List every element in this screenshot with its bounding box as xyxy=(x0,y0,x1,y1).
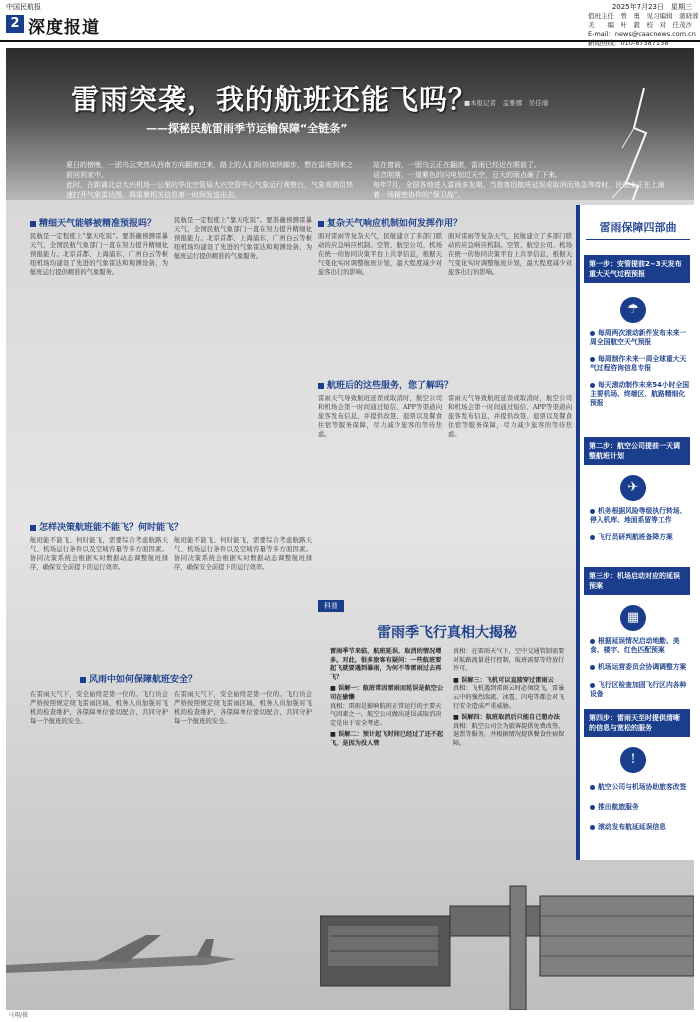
article-column xyxy=(30,690,168,920)
body-text: 航班能不能飞、何时能飞，需要综合考虑航路天气、机场运行条件以及空域容量等多方面因素。协同决策系统会根据实时数据动态调整航班排序，确保安全前提下的运行效率。 xyxy=(30,537,168,571)
truth-3: 真相：飞机遇到雷雨云时必须绕飞，雷暴云中的强烈湍流、冰雹、闪电等都会对飞行安全造成严重威胁。 xyxy=(453,685,565,710)
body-text: 航班能不能飞、何时能飞，需要综合考虑航路天气、机场运行条件以及空域容量等多方面因素。协同决策系统会根据实时数据动态调整航班排序，确保安全前提下的运行效率。 xyxy=(174,537,312,571)
science-body xyxy=(330,648,568,749)
article-column xyxy=(318,394,442,590)
misconception-3: ■ 误解三：飞机可以直接穿过雷雨云 xyxy=(453,676,554,684)
airplane-icon: ✈ xyxy=(620,475,646,501)
body-text: 在雷雨天气下，安全始终是第一位的。飞行员会严格按照规定绕飞雷雨区域，机务人员加强对飞机的检查维护，各保障单位密切配合，共同守护每一个航班的安全。 xyxy=(174,691,312,725)
lead-text: 每年7月，全国各地进入雷雨多发期。当旅客因航班延误或取消而焦急等待时，民航业正在上演着一场精密协作的“保卫战”。 xyxy=(373,181,665,199)
sidebar-list-item: 根据延误情况启动地勤、美食、楼宇、红色匹配预案 xyxy=(590,637,680,654)
article-column xyxy=(448,394,572,590)
bullet-icon xyxy=(590,509,595,514)
sidebar-list-item: 推出航旅服务 xyxy=(590,803,690,812)
bullet-icon xyxy=(590,825,595,830)
section-heading-5: 风雨中如何保障航班安全？ xyxy=(80,672,197,685)
article-column xyxy=(174,216,312,514)
science-label: 科普 xyxy=(318,600,344,612)
misconception-4: ■ 误解四：航班取消后只能自己想办法 xyxy=(453,714,560,722)
photo-credit: 马翔/摄 xyxy=(8,1012,29,1019)
body-text: 面对雷雨等复杂天气，民航建立了多部门联动的应急响应机制。空管、航空公司、机场在统一的协同决策平台上共享信息，根据天气变化实时调整航班计划，最大程度减少对旅客出行的影响。 xyxy=(448,233,572,276)
bullet-icon xyxy=(590,535,595,540)
article-column xyxy=(30,536,168,666)
body-text: 雷雨天气导致航班延误或取消时，航空公司和机场会第一时间通过短信、APP等渠道向旅客发布信息，并提供改签、退票以及餐食住宿等服务保障，尽力减少旅客的等待焦虑。 xyxy=(318,395,442,438)
sidebar-list-item: 每周两次滚动新件发布未来一周全国航空天气预报 xyxy=(590,329,687,346)
subheadline: ——探秘民航雷雨季节运输保障“全链条” xyxy=(146,122,348,135)
sidebar-list-item: 每周制作未来一周全球重大天气过程咨询信息专报 xyxy=(590,355,687,372)
sidebar-list-item: 飞行区检查加固飞行区内各种设备 xyxy=(590,681,687,698)
misconception-2: ■ 误解二：预计起飞时间已经过了还不起飞，是因为没人管 xyxy=(330,731,444,747)
bullet-icon xyxy=(590,383,595,388)
lead-text: 话音刚落，一道紫色的闪电划过天空，豆大的雨点砸了下来。 xyxy=(373,171,562,179)
hero-banner xyxy=(6,48,694,200)
sidebar-list-item: 机务根据风险等级执行转场、停入机库、地面系留等工作 xyxy=(590,507,687,524)
article-column xyxy=(174,690,312,920)
staff-line-2: 美 编 叶 毅 校 对 任茂沙 xyxy=(588,21,692,29)
step-3-box: 第三步：机场启动对应的延误预案 xyxy=(584,567,690,595)
sidebar-infographic xyxy=(576,205,694,860)
lead-text: 夏日的傍晚，一团乌云突然从西南方向翻滚过来，路上的人们纷纷加快脚步，想在雷雨到来之前回到家中。 xyxy=(66,161,353,179)
paper-name: 中国民航报 xyxy=(6,3,41,11)
article-column xyxy=(318,232,442,372)
step-4-box: 第四步：雷雨天至时提供清晰的信息与宽松的服务 xyxy=(584,709,690,737)
body-text: 面对雷雨等复杂天气，民航建立了多部门联动的应急响应机制。空管、航空公司、机场在统一的协同决策平台上共享信息，根据天气变化实时调整航班计划，最大程度减少对旅客出行的影响。 xyxy=(318,233,442,276)
body-text: 民航是一定程度上“靠天吃饭”。要准确预测雷暴天气，全国民航气象部门一直在努力提升精细化预报能力。北京首都、上海浦东、广州白云等枢纽机场均建设了先进的气象雷达和观测设备，为航班运行提供精准的气象服务。 xyxy=(30,233,168,276)
bullet-icon xyxy=(590,357,595,362)
truth-2: 真相：在雷雨天气下，空中交通管制需要对航路流量进行控制，航班需要等待放行许可。 xyxy=(453,648,565,673)
sidebar-list-item: 机场运营委员会协调调整方案 xyxy=(590,663,690,672)
article-column xyxy=(30,232,168,514)
body-text: 在雷雨天气下，安全始终是第一位的。飞行员会严格按照规定绕飞雷雨区域，机务人员加强对飞机的检查维护，各保障单位密切配合，共同守护每一个航班的安全。 xyxy=(30,691,168,725)
body-text: 雷雨天气导致航班延误或取消时，航空公司和机场会第一时间通过短信、APP等渠道向旅客发布信息，并提供改签、退票以及餐食住宿等服务保障，尽力减少旅客的等待焦虑。 xyxy=(448,395,572,438)
section-heading-3: 怎样决策航班能不能飞？何时能飞？ xyxy=(30,520,183,533)
sidebar-list-item: 滚动发布航延延误信息 xyxy=(590,823,690,832)
step-1-box: 第一步：安管提前2~3天发布重大天气过程预报 xyxy=(584,255,690,283)
sidebar-accent-bar xyxy=(576,205,580,860)
lead-paragraph xyxy=(66,160,666,200)
lead-text: 此时，在距离北京大兴机场一公里的华北空管局大兴空管中心气象运行观察台，气象观测员快速打开气象雷达图，将雷暴相关信息第一时间发送出去。 xyxy=(66,181,353,199)
truth-4: 真相：航空公司会为旅客提供免费改签、退票等服务，并根据情况提供餐食住宿保障。 xyxy=(453,722,565,747)
truth-1: 真相：雷雨是影响航班正常运行的主要天气因素之一，航空公司做出延误或取消决定是出于安全考虑。 xyxy=(330,702,442,727)
calendar-icon: ▦ xyxy=(620,605,646,631)
cloud-rain-icon: ☂ xyxy=(620,297,646,323)
bullet-icon xyxy=(590,785,595,790)
science-title: 雷雨季飞行真相大揭秘 xyxy=(377,625,517,641)
sidebar-list-item: 每天滚动制作未来54小时全国主要机场、终端区、航路精细化预报 xyxy=(590,381,690,407)
page-number: 2 xyxy=(6,15,24,33)
bullet-icon xyxy=(590,331,595,336)
headline: 雷雨突袭，我的航班还能飞吗？ xyxy=(71,83,478,116)
staff-email: E-mail：news@caacnews.com.cn xyxy=(588,30,696,38)
article-column xyxy=(448,232,572,372)
masthead xyxy=(0,0,700,47)
sidebar-title: 雷雨保障四部曲 xyxy=(586,219,690,240)
section-heading-2: 复杂天气响应机制如何发挥作用？ xyxy=(318,216,462,229)
issue-date: 2025年7月23日 星期三 xyxy=(611,3,692,11)
bullet-icon xyxy=(590,683,595,688)
info-icon: ! xyxy=(620,747,646,773)
article-column xyxy=(174,536,312,666)
sidebar-list-item: 航空公司与机场协助旅客改签 xyxy=(590,783,690,792)
section-title: 深度报道 xyxy=(28,18,100,38)
bullet-icon xyxy=(590,665,595,670)
step-2-box: 第二步：航空公司提前一天调整航班计划 xyxy=(584,437,690,465)
jet-bridge-illustration xyxy=(320,866,694,1010)
bullet-icon xyxy=(590,805,595,810)
bullet-icon xyxy=(590,639,595,644)
science-intro: 雷雨季节来临，航班延误、取消的情况增多。对此，很多旅客有疑问：一些航班要起飞就要遇到暴雨，为何不等雷雨过去再飞？ xyxy=(330,648,442,681)
byline: ■本报记者 孟雅娜 吴佳瑜 xyxy=(464,99,549,107)
misconception-1: ■ 误解一：航班常因雷雨而延误是航空公司在偷懒 xyxy=(330,685,444,701)
sidebar-list-item: 飞行员研判航班备降方案 xyxy=(590,533,690,542)
staff-credits xyxy=(588,12,699,48)
section-heading-4: 航班后的这些服务，您了解吗？ xyxy=(318,378,453,391)
lead-text: 站在窗前，一团乌云正在翻滚，雷雨已经近在眼前了。 xyxy=(373,161,541,169)
airplane-silhouette xyxy=(6,925,246,985)
section-heading-1: 精细天气能够被精准预报吗？ xyxy=(30,216,156,229)
staff-line-1: 值班主任 曾 勇 见习编辑 蒲晓蓉 xyxy=(588,12,699,20)
body-text: 民航是一定程度上“靠天吃饭”。要准确预测雷暴天气，全国民航气象部门一直在努力提升精细化预报能力。北京首都、上海浦东、广州白云等枢纽机场均建设了先进的气象雷达和观测设备，为航班运行提供精准的气象服务。 xyxy=(174,217,312,260)
staff-hotline: 新闻热线：010-87387138 xyxy=(588,39,669,47)
